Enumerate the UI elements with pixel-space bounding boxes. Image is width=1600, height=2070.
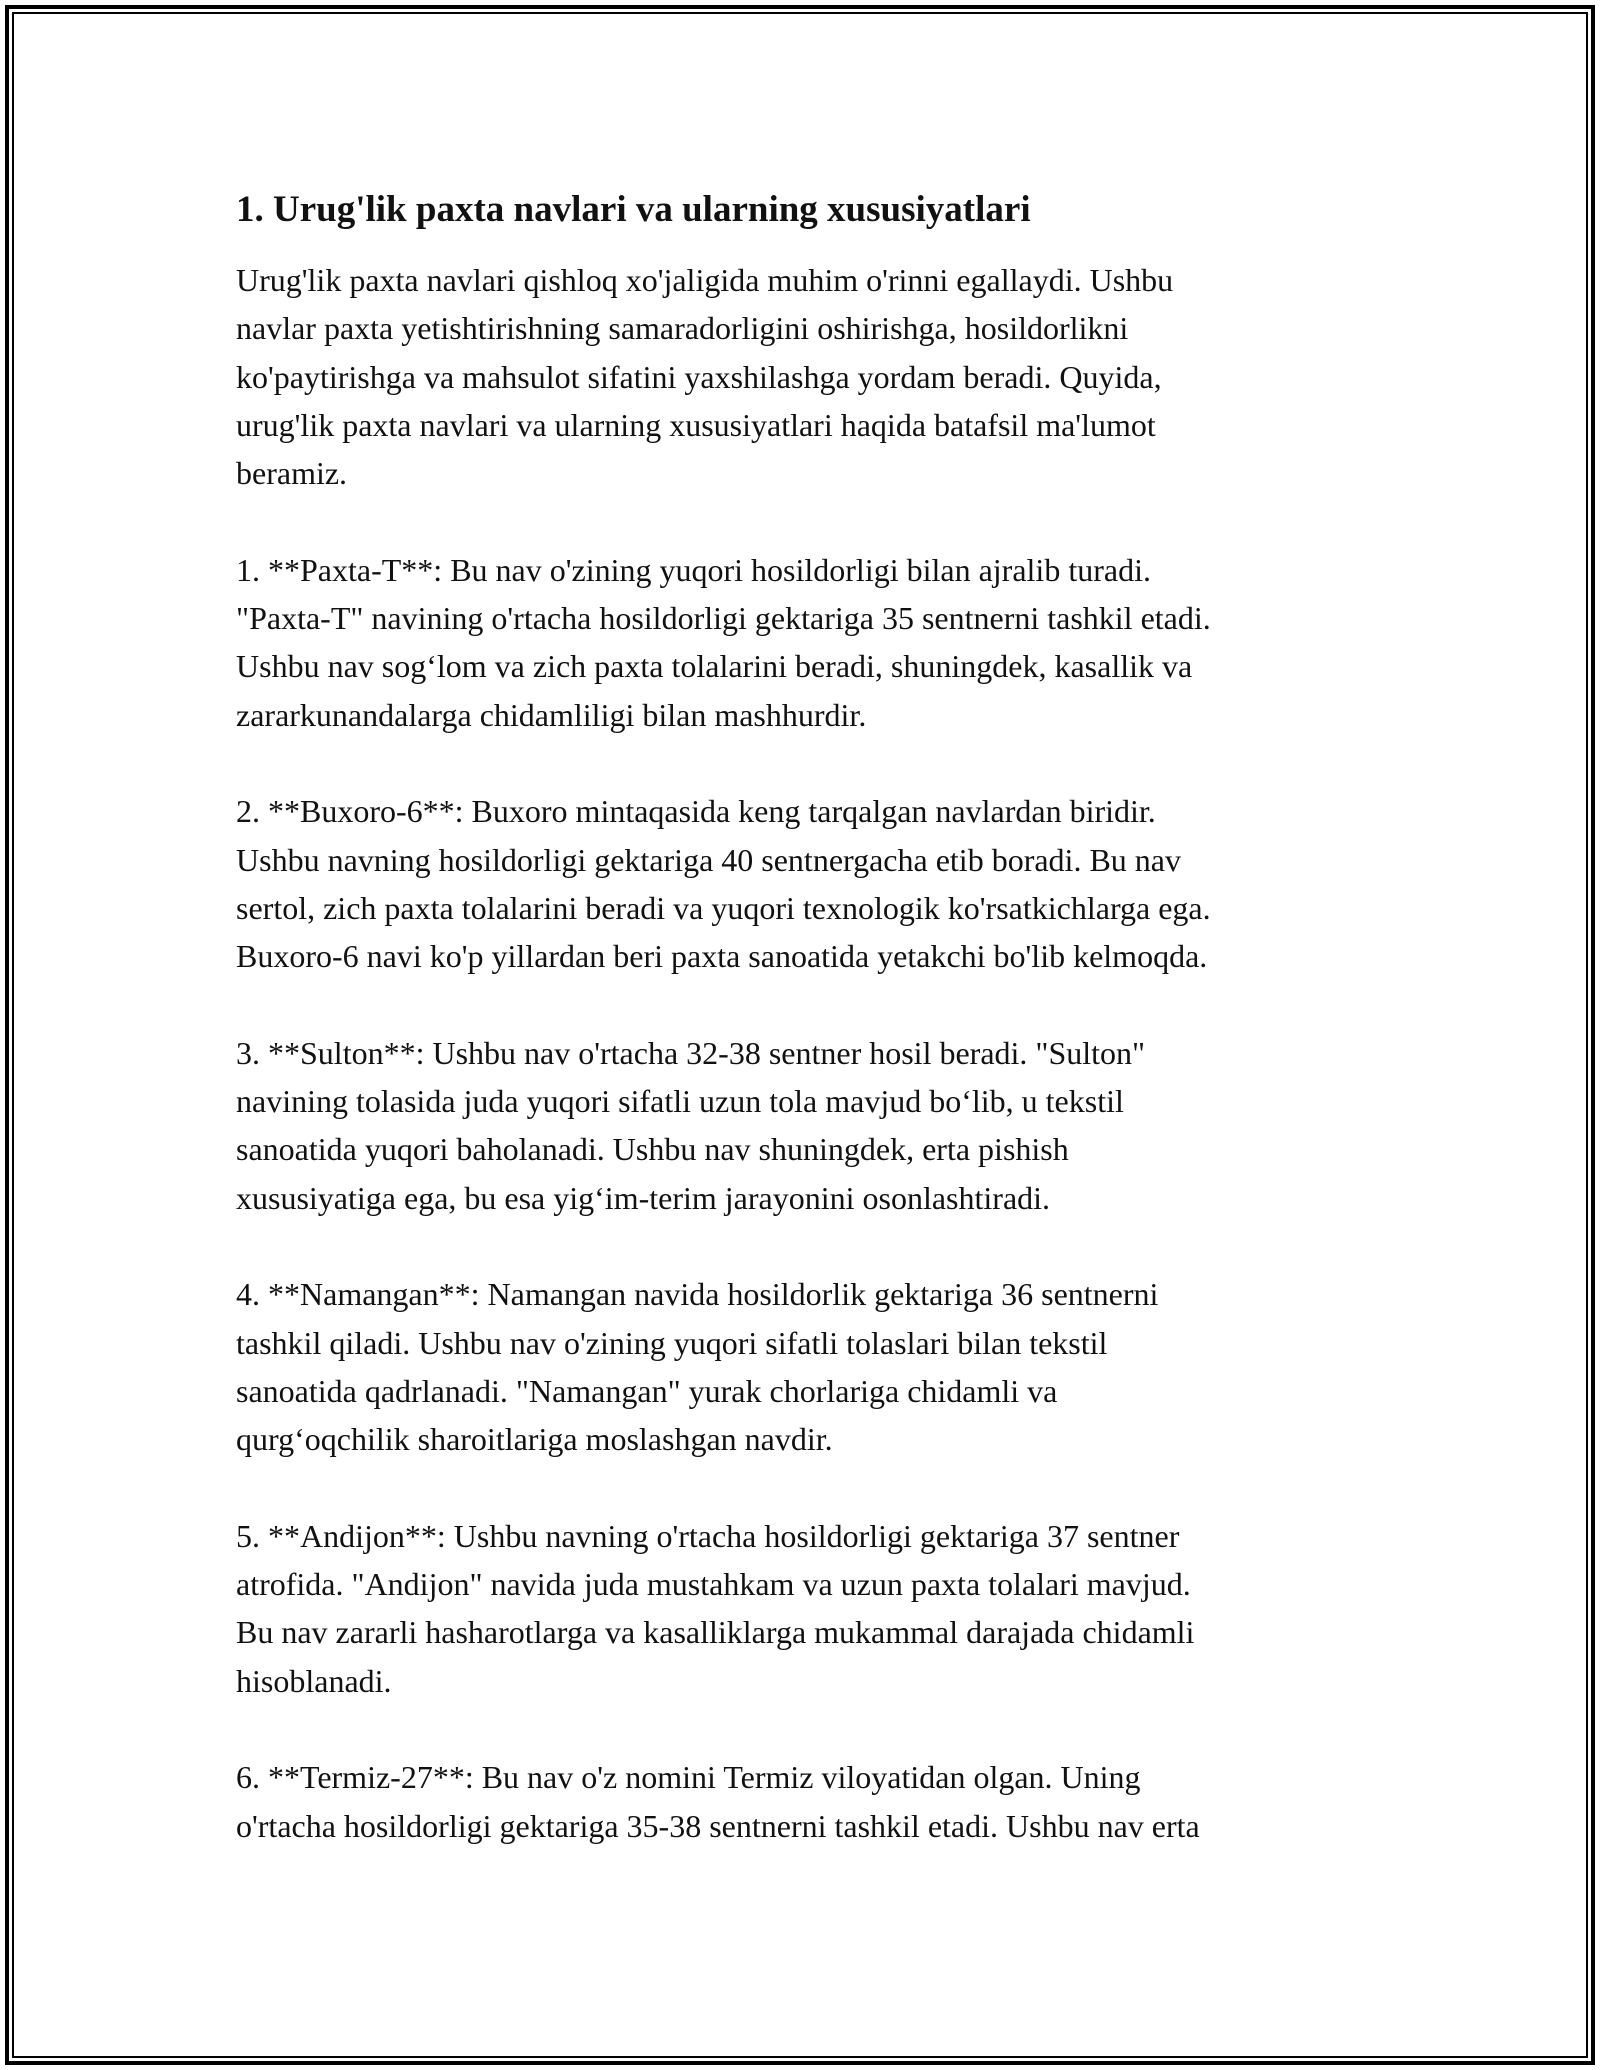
text-line: sertol, zich paxta tolalarini beradi va yuqori texnologik ko'rsatkichlarga ega.: [236, 889, 1211, 926]
text-line: 5. **Andijon**: Ushbu navning o'rtacha hosildorligi gektariga 37 sentner: [236, 1517, 1180, 1554]
text-line: sanoatida yuqori baholanadi. Ushbu nav shuningdek, erta pishish: [236, 1131, 1069, 1168]
list-item-paragraph: [236, 787, 1376, 980]
text-line: hisoblanadi.: [236, 1662, 392, 1699]
text-line: Urug'lik paxta navlari qishloq xo'jaligida muhim o'rinni egallaydi. Ushbu: [236, 262, 1174, 298]
text-line: tashkil qiladi. Ushbu nav o'zining yuqori sifatli tolaslari bilan tekstil: [236, 1324, 1108, 1361]
list-item-paragraph: [236, 546, 1376, 739]
text-line: zararkunandalarga chidamliligi bilan mashhurdir.: [236, 696, 867, 733]
text-line: "Paxta-T" navining o'rtacha hosildorligi gektariga 35 sentnerni tashkil etadi.: [236, 600, 1211, 637]
text-line: navlar paxta yetishtirishning samaradorligini oshirishga, hosildorlikni: [236, 310, 1129, 347]
text-line: ko'paytirishga va mahsulot sifatini yaxshilashga yordam beradi. Quyida,: [236, 358, 1162, 395]
text-line: navining tolasida juda yuqori sifatli uzun tola mavjud bo‘lib, u tekstil: [236, 1083, 1124, 1120]
text-line: urug'lik paxta navlari va ularning xususiyatlari haqida batafsil ma'lumot: [236, 406, 1156, 443]
intro-paragraph: [236, 256, 1376, 497]
text-line: qurg‘oqchilik sharoitlariga moslashgan navdir.: [236, 1421, 833, 1458]
list-item-paragraph: [236, 1029, 1376, 1222]
text-line: beramiz.: [236, 455, 348, 492]
text-line: Bu nav zararli hasharotlarga va kasalliklarga mukammal darajada chidamli: [236, 1614, 1195, 1651]
text-line: 3. **Sulton**: Ushbu nav o'rtacha 32-38 sentner hosil beradi. "Sulton": [236, 1034, 1146, 1071]
document-body: [236, 186, 1376, 1898]
text-line: xususiyatiga ega, bu esa yig‘im-terim jarayonini osonlashtiradi.: [236, 1179, 1051, 1216]
text-line: o'rtacha hosildorligi gektariga 35-38 sentnerni tashkil etadi. Ushbu nav erta: [236, 1807, 1200, 1844]
list-item-paragraph: [236, 1512, 1376, 1705]
text-line: Ushbu nav sog‘lom va zich paxta tolalarini beradi, shuningdek, kasallik va: [236, 648, 1193, 685]
text-line: Buxoro-6 navi ko'p yillardan beri paxta sanoatida yetakchi bo'lib kelmoqda.: [236, 938, 1208, 975]
text-line: 2. **Buxoro-6**: Buxoro mintaqasida keng tarqalgan navlardan biridir.: [236, 793, 1156, 830]
text-line: 6. **Termiz-27**: Bu nav o'z nomini Termiz viloyatidan olgan. Uning: [236, 1759, 1141, 1796]
list-item-paragraph: [236, 1753, 1376, 1850]
text-line: atrofida. "Andijon" navida juda mustahkam va uzun paxta tolalari mavjud.: [236, 1566, 1191, 1603]
text-line: sanoatida qadrlanadi. "Namangan" yurak chorlariga chidamli va: [236, 1372, 1058, 1409]
list-item-paragraph: [236, 1270, 1376, 1463]
text-line: Ushbu navning hosildorligi gektariga 40 sentnergacha etib boradi. Bu nav: [236, 841, 1181, 878]
text-line: 4. **Namangan**: Namangan navida hosildorlik gektariga 36 sentnerni: [236, 1276, 1159, 1313]
document-title: 1. Urug'lik paxta navlari va ularning xususiyatlari: [236, 189, 1031, 230]
text-line: 1. **Paxta-T**: Bu nav o'zining yuqori hosildorligi bilan ajralib turadi.: [236, 551, 1151, 588]
